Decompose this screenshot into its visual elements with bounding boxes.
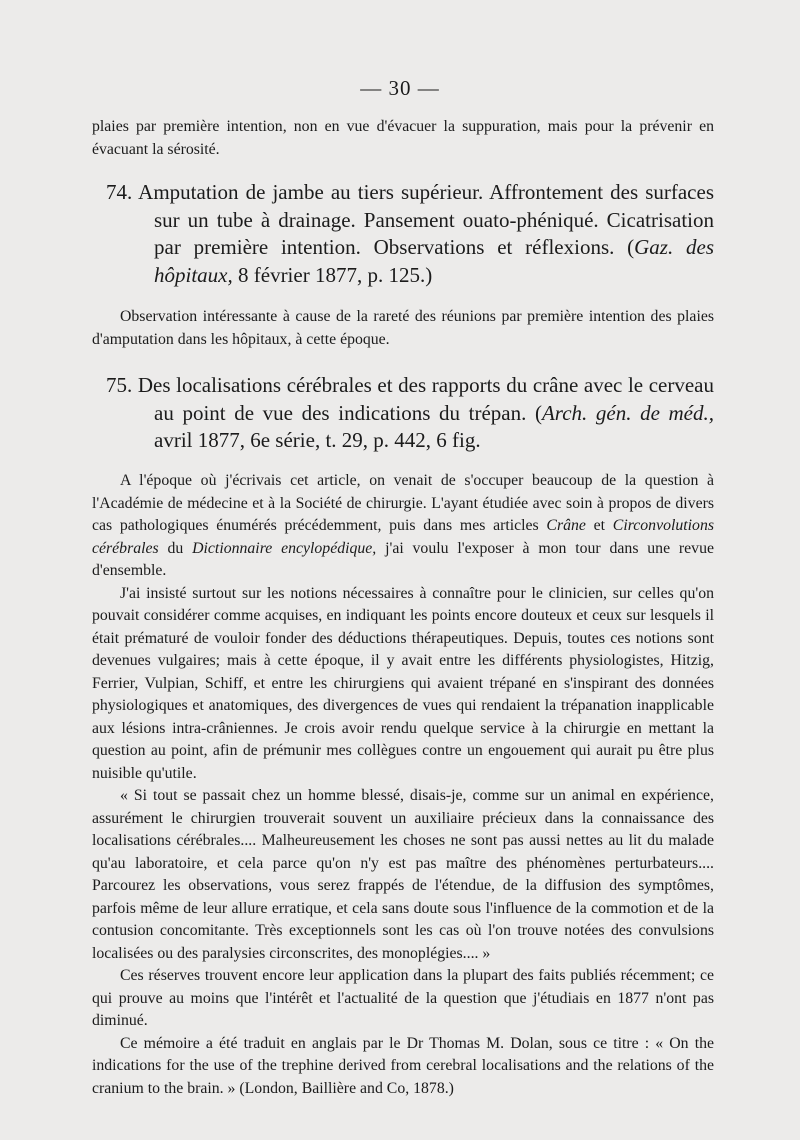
article-circonvolutions: Circonvolutions cérébrales (92, 517, 714, 557)
intro-paragraph (92, 116, 714, 161)
entry-74-comment (92, 306, 714, 351)
entry-75-paragraph-4: Ce mémoire a été traduit en anglais par le Dr Thomas M. Dolan, sous ce titre : « On the indications for the use of the trephine derived from cerebral localisations and the relations of the cranium to the brain. » (London, Baillière and Co, 1878.) (92, 1034, 714, 1097)
page-number: — 30 — (360, 76, 440, 100)
paragraph-1-text-d: j'ai voulu l'exposer à mon tour dans une revue d'ensemble. (92, 539, 714, 579)
entry-75-source-journal: Arch. gén. de méd., (541, 400, 715, 425)
entry-75-number: 75. (106, 373, 133, 397)
entry-75-heading (92, 372, 714, 455)
entry-74-number: 74. (106, 180, 133, 204)
entry-75-title-text: Des localisations cérébrales et des rapports du crâne avec le cerveau au point de vue des indications du trépan. ( (137, 373, 714, 425)
entry-75-paragraph-1 (92, 470, 714, 583)
article-crane: Crâne (546, 517, 586, 534)
paragraph-1-text-b: et (585, 517, 613, 534)
entry-75-quote: « Si tout se passait chez un homme blessé, disais-je, comme sur un animal en expérience, assurément le chirurgien trouverait souvent un auxiliaire précieux dans la connaissance des localisations cérébrales.... Malheureusement les choses ne sont pas aussi nettes au lit du malade qu'au laboratoire, et cela parce qu'on n'y est pas maître des phénomènes perturbateurs.... Parcourez les observations, vous serez frappés de l'étendue, de la diffusion des symptômes, parfois même de leur allure erratique, et cela sans doute sous l'influence de la commotion et de la contusion concomitante. Très exceptionnels sont les cas où l'on trouve notées des convulsions localisées ou des paralysies circonscrites, des monoplégies.... » (92, 787, 714, 962)
entry-75-source-details: avril 1877, 6e série, t. 29, p. 442, 6 fig. (154, 428, 481, 452)
entry-75-paragraph-2: J'ai insisté surtout sur les notions nécessaires à connaître pour le clinicien, sur celles qu'on pouvait considérer comme acquises, en indiquant les points encore douteux et ceux sur lesquels il était prématuré de vouloir fonder des déductions thérapeutiques. Depuis, toutes ces notions sont devenues vulgaires; mais à cette époque, il y avait entre les différents physiologistes, Hitzig, Ferrier, Vulpian, Schiff, et entre les chirurgiens qui avaient trépané en s'inspirant des données physiologiques et anatomiques, des divergences de vues qui rendaient la trépanation inapplicable aux lésions intra-crâniennes. Je crois avoir rendu quelque service à la chirurgie en mettant la question au point, afin de prémunir mes collègues contre un engouement qui aurait pu être plus nuisible qu'utile. (92, 584, 714, 782)
entry-75-paragraph-3: Ces réserves trouvent encore leur application dans la plupart des faits publiés récemment; ce qui prouve au moins que l'intérêt et l'actualité de la question que j'étudiais en 1877 n'ont pas diminué. (92, 967, 714, 1029)
entry-74-comment-text: Observation intéressante à cause de la rareté des réunions par première intention des plaies d'amputation dans les hôpitaux, à cette époque. (92, 308, 714, 348)
entry-74-title-text: Amputation de jambe au tiers supérieur. Affrontement des surfaces sur un tube à drainage. Pansement ouato-phéniqué. Cicatrisation par première intention. Observations et réflexions. ( (138, 180, 714, 259)
entry-75-title (92, 372, 714, 455)
entry-74-source-details: 8 février 1877, p. 125.) (232, 262, 433, 287)
paragraph-1-text-a: A l'époque où j'écrivais cet article, on venait de s'occuper beaucoup de la question à l'Académie de médecine et à la Société de chirurgie. L'ayant étudiée avec soin à propos de divers cas pathologiques énumérés précédemment, puis dans mes articles (92, 472, 714, 534)
entry-74-heading (92, 179, 714, 289)
entry-74-source-journal: Gaz. des hôpitaux, (154, 235, 714, 287)
dictionary-title: Dictionnaire encylopédique, (192, 539, 377, 557)
intro-text: plaies par première intention, non en vue d'évacuer la suppuration, mais pour la prévenir en évacuant la sérosité. (92, 118, 714, 158)
entry-75-body (92, 470, 714, 1100)
entry-74-title (92, 179, 714, 289)
paragraph-1-text-c: du (158, 539, 193, 557)
